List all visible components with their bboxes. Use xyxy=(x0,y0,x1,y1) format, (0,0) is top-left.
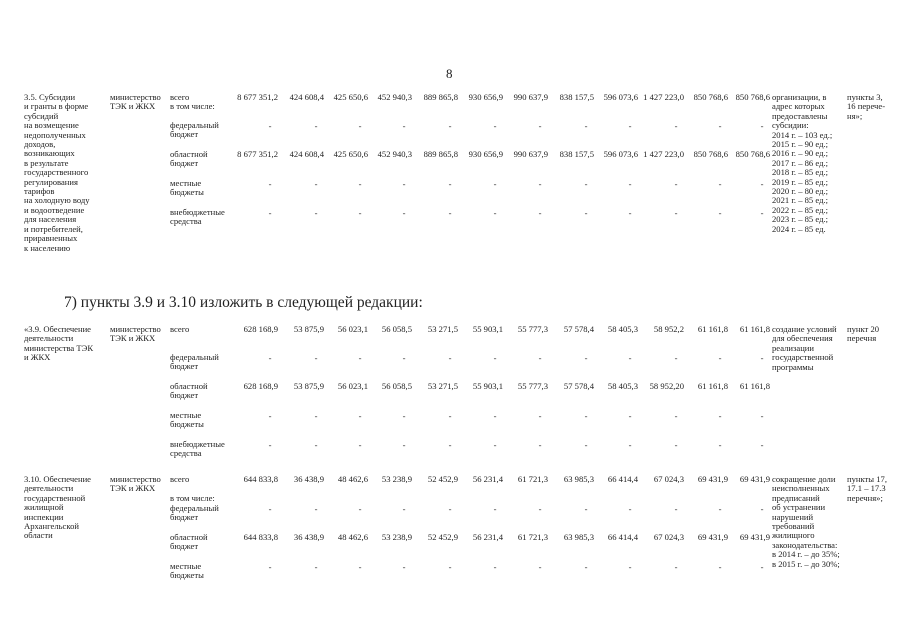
value-cell: 61 721,3 xyxy=(517,474,548,484)
value-cell: 56 023,1 xyxy=(337,381,368,391)
value-cell: 66 414,4 xyxy=(607,474,638,484)
value-cell: 55 903,1 xyxy=(472,324,503,334)
expected-result: создание условий для обеспечения реализации государственной программы xyxy=(772,324,837,372)
value-cell: - xyxy=(358,208,362,218)
value-cell: 36 438,9 xyxy=(293,474,324,484)
value-cell: - xyxy=(760,208,764,218)
value-cell: - xyxy=(493,504,497,514)
funding-source-label: областной бюджет xyxy=(170,532,208,552)
amendment-heading: 7) пункты 3.9 и 3.10 изложить в следующей редакции: xyxy=(64,294,423,311)
value-cell: - xyxy=(760,179,764,189)
value-cell: - xyxy=(448,121,452,131)
reference-points: пункты 17, 17.1 – 17.3 перечня»; xyxy=(847,474,887,503)
value-cell: - xyxy=(760,562,764,572)
value-cell: 8 677 351,2 xyxy=(237,149,278,159)
value-cell: - xyxy=(718,440,722,450)
value-cell: 56 058,5 xyxy=(381,324,412,334)
value-cell: 67 024,3 xyxy=(653,474,684,484)
value-cell: - xyxy=(538,208,542,218)
value-cell: 61 161,8 xyxy=(739,324,770,334)
value-cell: 56 058,5 xyxy=(381,381,412,391)
value-cell: 889 865,8 xyxy=(423,92,458,102)
value-cell: - xyxy=(448,179,452,189)
value-cell: - xyxy=(314,562,318,572)
value-cell: 53 875,9 xyxy=(293,381,324,391)
value-cell: - xyxy=(674,208,678,218)
value-cell: - xyxy=(268,121,272,131)
value-cell: - xyxy=(268,504,272,514)
activity-name: «3.9. Обеспечение деятельности министерства ТЭК и ЖКХ xyxy=(24,324,94,363)
value-cell: - xyxy=(538,411,542,421)
value-cell: 990 637,9 xyxy=(513,149,548,159)
value-cell: 56 231,4 xyxy=(472,474,503,484)
value-cell: - xyxy=(314,121,318,131)
value-cell: - xyxy=(584,411,588,421)
value-cell: 52 452,9 xyxy=(427,532,458,542)
value-cell: - xyxy=(402,504,406,514)
value-cell: 69 431,9 xyxy=(739,532,770,542)
value-cell: 58 405,3 xyxy=(607,381,638,391)
value-cell: - xyxy=(358,353,362,363)
value-cell: - xyxy=(402,411,406,421)
value-cell: - xyxy=(628,179,632,189)
value-cell: - xyxy=(448,208,452,218)
value-cell: 8 677 351,2 xyxy=(237,92,278,102)
value-cell: - xyxy=(493,179,497,189)
value-cell: 55 777,3 xyxy=(517,324,548,334)
funding-source-label: федеральный бюджет xyxy=(170,120,219,140)
funding-source-label: внебюджетные средства xyxy=(170,439,225,459)
value-cell: 850 768,6 xyxy=(735,149,770,159)
page-number: 8 xyxy=(446,66,453,81)
value-cell: 66 414,4 xyxy=(607,532,638,542)
funding-source-label: местные бюджеты xyxy=(170,178,204,198)
value-cell: - xyxy=(314,353,318,363)
value-cell: - xyxy=(584,179,588,189)
value-cell: - xyxy=(628,353,632,363)
value-cell: - xyxy=(314,504,318,514)
value-cell: 61 721,3 xyxy=(517,532,548,542)
value-cell: - xyxy=(628,411,632,421)
value-cell: 644 833,8 xyxy=(243,532,278,542)
value-cell: 58 952,20 xyxy=(649,381,684,391)
value-cell: 1 427 223,0 xyxy=(643,149,684,159)
value-cell: - xyxy=(268,411,272,421)
value-cell: 53 238,9 xyxy=(381,532,412,542)
funding-source-label: федеральный бюджет xyxy=(170,352,219,372)
value-cell: 56 023,1 xyxy=(337,324,368,334)
value-cell: - xyxy=(628,504,632,514)
value-cell: 596 073,6 xyxy=(603,149,638,159)
value-cell: 838 157,5 xyxy=(559,149,594,159)
value-cell: - xyxy=(538,353,542,363)
value-cell: 53 875,9 xyxy=(293,324,324,334)
value-cell: - xyxy=(448,411,452,421)
executor-name: министерство ТЭК и ЖКХ xyxy=(110,474,161,494)
value-cell: - xyxy=(448,504,452,514)
reference-points: пункт 20 перечня xyxy=(847,324,880,344)
value-cell: - xyxy=(448,440,452,450)
executor-name: министерство ТЭК и ЖКХ xyxy=(110,324,161,344)
value-cell: 55 777,3 xyxy=(517,381,548,391)
value-cell: - xyxy=(402,179,406,189)
value-cell: 61 161,8 xyxy=(697,324,728,334)
value-cell: 58 952,2 xyxy=(653,324,684,334)
value-cell: 596 073,6 xyxy=(603,92,638,102)
value-cell: - xyxy=(268,440,272,450)
value-cell: 69 431,9 xyxy=(697,532,728,542)
value-cell: - xyxy=(674,440,678,450)
value-cell: - xyxy=(538,562,542,572)
value-cell: - xyxy=(674,121,678,131)
value-cell: - xyxy=(584,504,588,514)
value-cell: - xyxy=(718,208,722,218)
expected-result: сокращение доли неисполненных предписаний об устранении нарушений требований жилищного законодательства: в 2014 г. – до 35%; в 2015 г. – до 30%; xyxy=(772,474,840,569)
value-cell: - xyxy=(314,440,318,450)
value-cell: 644 833,8 xyxy=(243,474,278,484)
value-cell: - xyxy=(718,411,722,421)
value-cell: 990 637,9 xyxy=(513,92,548,102)
funding-source-label: внебюджетные средства xyxy=(170,207,225,227)
value-cell: - xyxy=(674,411,678,421)
value-cell: - xyxy=(493,411,497,421)
value-cell: - xyxy=(493,208,497,218)
value-cell: - xyxy=(674,179,678,189)
value-cell: 850 768,6 xyxy=(693,149,728,159)
value-cell: - xyxy=(584,353,588,363)
value-cell: - xyxy=(628,121,632,131)
value-cell: 48 462,6 xyxy=(337,474,368,484)
value-cell: 58 405,3 xyxy=(607,324,638,334)
activity-name: 3.5. Субсидии и гранты в форме субсидий на возмещение недополученных доходов, возникающих в результате государственного регулирования тарифов на холодную воду и водоотведение для населения и потребителей, приравненных к населению xyxy=(24,92,90,253)
value-cell: - xyxy=(493,440,497,450)
value-cell: 55 903,1 xyxy=(472,381,503,391)
value-cell: - xyxy=(314,208,318,218)
funding-source-label: федеральный бюджет xyxy=(170,503,219,523)
value-cell: 889 865,8 xyxy=(423,149,458,159)
value-cell: 930 656,9 xyxy=(468,92,503,102)
value-cell: - xyxy=(584,440,588,450)
funding-source-label: областной бюджет xyxy=(170,381,208,401)
value-cell: 425 650,6 xyxy=(333,149,368,159)
value-cell: - xyxy=(760,504,764,514)
value-cell: - xyxy=(760,121,764,131)
value-cell: 628 168,9 xyxy=(243,381,278,391)
funding-source-label: всего в том числе: xyxy=(170,474,215,503)
value-cell: - xyxy=(402,353,406,363)
value-cell: - xyxy=(628,562,632,572)
value-cell: - xyxy=(358,121,362,131)
value-cell: - xyxy=(314,411,318,421)
value-cell: 52 452,9 xyxy=(427,474,458,484)
value-cell: - xyxy=(314,179,318,189)
value-cell: - xyxy=(358,179,362,189)
value-cell: 67 024,3 xyxy=(653,532,684,542)
value-cell: - xyxy=(760,440,764,450)
value-cell: - xyxy=(674,562,678,572)
value-cell: - xyxy=(718,562,722,572)
value-cell: - xyxy=(358,504,362,514)
value-cell: - xyxy=(268,208,272,218)
value-cell: 53 238,9 xyxy=(381,474,412,484)
funding-source-label: местные бюджеты xyxy=(170,410,204,430)
value-cell: 69 431,9 xyxy=(697,474,728,484)
value-cell: - xyxy=(760,411,764,421)
value-cell: 838 157,5 xyxy=(559,92,594,102)
value-cell: 57 578,4 xyxy=(563,324,594,334)
value-cell: - xyxy=(584,121,588,131)
value-cell: 63 985,3 xyxy=(563,532,594,542)
value-cell: - xyxy=(760,353,764,363)
funding-source-label: областной бюджет xyxy=(170,149,208,169)
value-cell: - xyxy=(674,504,678,514)
value-cell: 424 608,4 xyxy=(289,149,324,159)
value-cell: 850 768,6 xyxy=(693,92,728,102)
value-cell: - xyxy=(268,353,272,363)
value-cell: 53 271,5 xyxy=(427,381,458,391)
value-cell: - xyxy=(628,440,632,450)
value-cell: - xyxy=(358,440,362,450)
value-cell: 452 940,3 xyxy=(377,92,412,102)
value-cell: 425 650,6 xyxy=(333,92,368,102)
value-cell: - xyxy=(402,121,406,131)
value-cell: 56 231,4 xyxy=(472,532,503,542)
funding-source-label: всего xyxy=(170,324,190,334)
value-cell: 930 656,9 xyxy=(468,149,503,159)
funding-source-label: всего в том числе: xyxy=(170,92,215,112)
value-cell: - xyxy=(628,208,632,218)
value-cell: 63 985,3 xyxy=(563,474,594,484)
reference-points: пункты 3, 16 перече- ня»; xyxy=(847,92,886,121)
value-cell: 61 161,8 xyxy=(697,381,728,391)
value-cell: - xyxy=(584,562,588,572)
value-cell: - xyxy=(718,353,722,363)
value-cell: - xyxy=(718,504,722,514)
value-cell: - xyxy=(538,504,542,514)
value-cell: 53 271,5 xyxy=(427,324,458,334)
value-cell: - xyxy=(448,562,452,572)
value-cell: 452 940,3 xyxy=(377,149,412,159)
value-cell: 69 431,9 xyxy=(739,474,770,484)
value-cell: - xyxy=(358,562,362,572)
value-cell: 424 608,4 xyxy=(289,92,324,102)
value-cell: - xyxy=(718,121,722,131)
activity-name: 3.10. Обеспечение деятельности государственной жилищной инспекции Архангельской области xyxy=(24,474,91,541)
value-cell: - xyxy=(538,440,542,450)
value-cell: - xyxy=(358,411,362,421)
value-cell: - xyxy=(718,179,722,189)
value-cell: - xyxy=(493,121,497,131)
executor-name: министерство ТЭК и ЖКХ xyxy=(110,92,161,112)
value-cell: - xyxy=(538,179,542,189)
value-cell: 850 768,6 xyxy=(735,92,770,102)
value-cell: - xyxy=(402,562,406,572)
value-cell: - xyxy=(268,179,272,189)
value-cell: - xyxy=(538,121,542,131)
value-cell: 48 462,6 xyxy=(337,532,368,542)
value-cell: - xyxy=(402,440,406,450)
funding-source-label: местные бюджеты xyxy=(170,561,204,581)
value-cell: 628 168,9 xyxy=(243,324,278,334)
value-cell: - xyxy=(268,562,272,572)
value-cell: - xyxy=(674,353,678,363)
value-cell: - xyxy=(493,353,497,363)
value-cell: 57 578,4 xyxy=(563,381,594,391)
value-cell: 1 427 223,0 xyxy=(643,92,684,102)
expected-result: организации, в адрес которых предоставлены субсидии: 2014 г. – 103 ед.; 2015 г. – 90 ед.; 2016 г. – 90 ед.; 2017 г. – 86 ед.; 2018 г. – 85 ед.; 2019 г. – 85 ед.; 2020 г. – 80 ед.; 2021 г. – 85 ед.; 2022 г. – 85 ед.; 2023 г. – 85 ед.; 2024 г. – 85 ед. xyxy=(772,92,833,234)
value-cell: - xyxy=(448,353,452,363)
value-cell: 61 161,8 xyxy=(739,381,770,391)
value-cell: - xyxy=(402,208,406,218)
value-cell: 36 438,9 xyxy=(293,532,324,542)
value-cell: - xyxy=(584,208,588,218)
value-cell: - xyxy=(493,562,497,572)
